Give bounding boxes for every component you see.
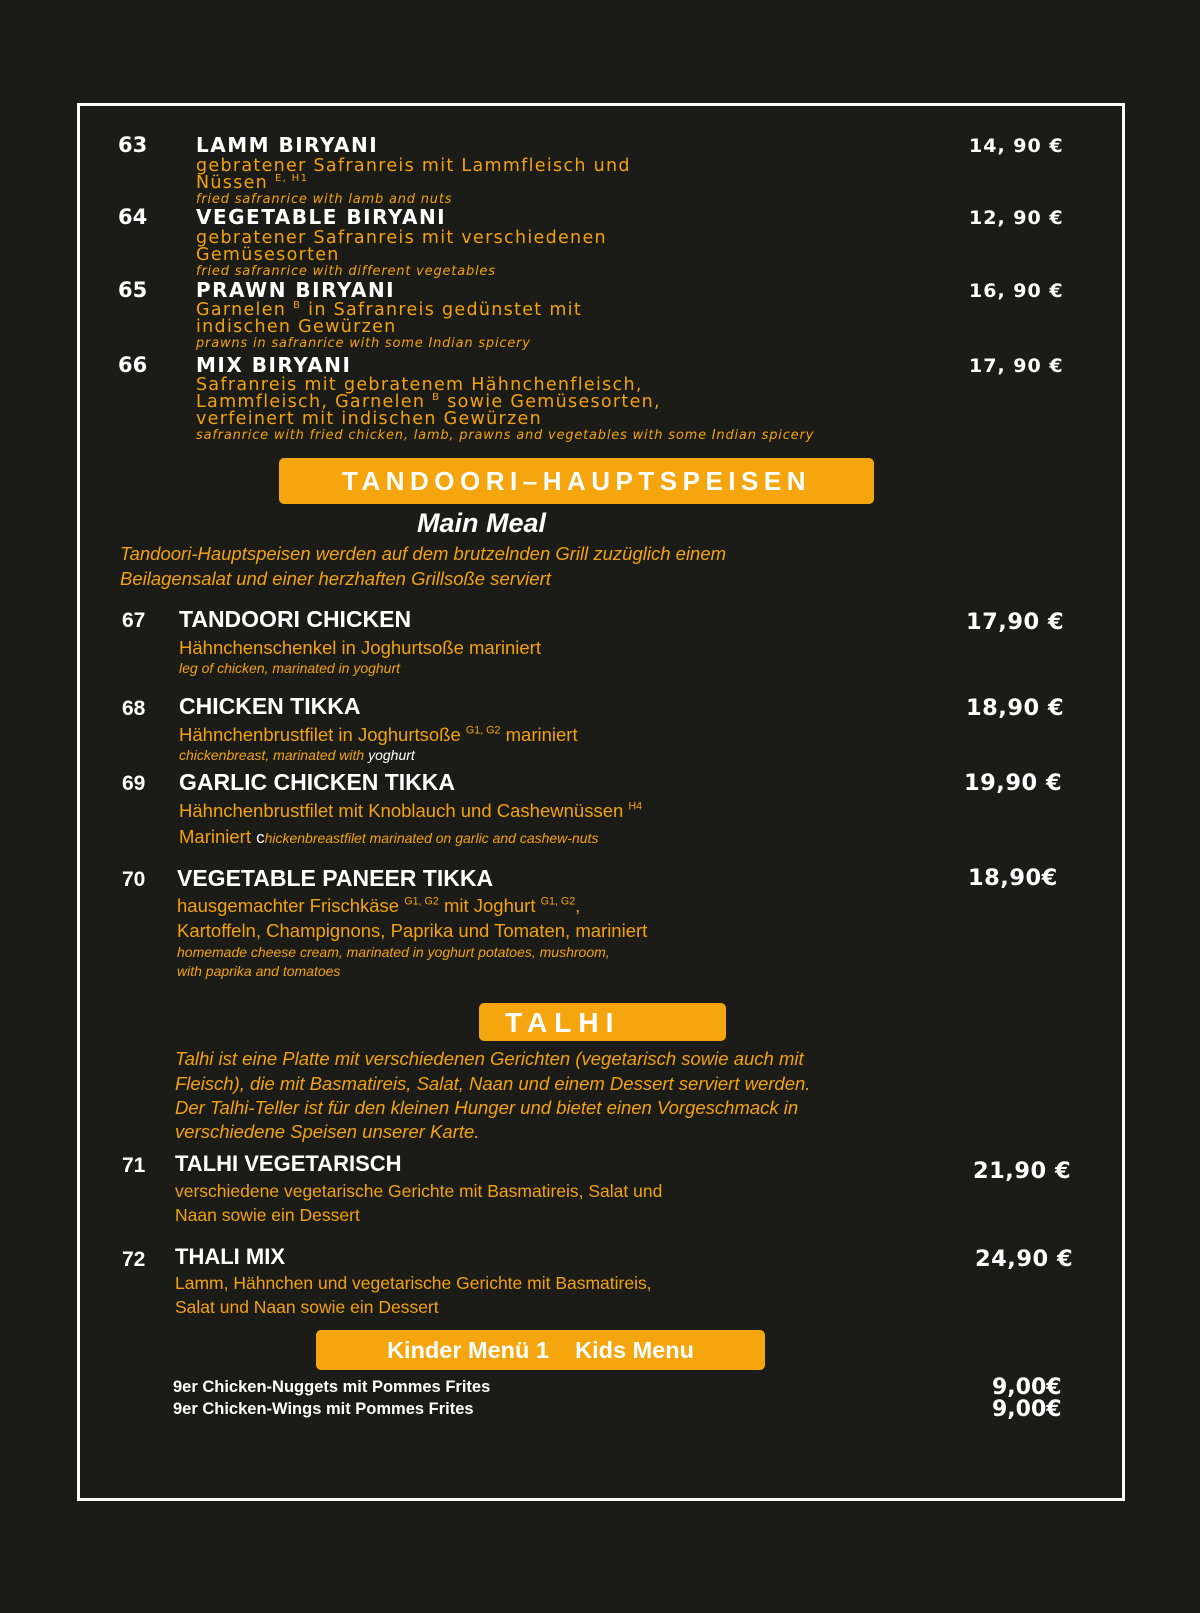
item-description-en: homemade cheese cream, marinated in yoghurt potatoes, mushroom, bbox=[177, 944, 610, 960]
item-title: TALHI VEGETARISCH bbox=[175, 1151, 402, 1176]
item-price: 14, 90 € bbox=[969, 135, 1064, 157]
item-title: MIX BIRYANI bbox=[196, 353, 352, 377]
section-intro: Fleisch), die mit Basmatireis, Salat, Naan und einem Dessert serviert werden. bbox=[175, 1073, 811, 1094]
kids-item-price: 9,00€ bbox=[992, 1375, 1062, 1400]
item-description-de: gebratener Safranreis mit verschiedenen bbox=[196, 228, 607, 248]
item-description-en: safranrice with fried chicken, lamb, prawns and vegetables with some Indian spicery bbox=[196, 428, 815, 443]
item-number: 66 bbox=[118, 353, 148, 377]
item-description-de: hausgemachter Frischkäse $^{G1, G2}$ mit Joghurt $^{G1, G2}$, bbox=[177, 895, 581, 916]
item-price: 21,90 € bbox=[973, 1158, 1072, 1184]
item-description-en: chickenbreast, marinated with yoghurt bbox=[179, 747, 415, 763]
item-description-de: Garnelen $^B$ in Safranreis gedünstet mit bbox=[196, 299, 583, 320]
item-price: 19,90 € bbox=[964, 770, 1063, 796]
item-title: VEGETABLE PANEER TIKKA bbox=[177, 865, 494, 891]
item-description-de: Salat und Naan sowie ein Dessert bbox=[175, 1297, 439, 1317]
section-banner-talhi: TALHI bbox=[479, 1003, 726, 1041]
item-number: 65 bbox=[118, 278, 148, 302]
item-price: 18,90 € bbox=[966, 695, 1065, 721]
item-description-de: verfeinert mit indischen Gewürzen bbox=[196, 409, 542, 429]
item-number: 71 bbox=[122, 1154, 146, 1177]
item-description-en: leg of chicken, marinated in yoghurt bbox=[179, 660, 401, 676]
item-description-en: fried safranrice with lamb and nuts bbox=[196, 192, 453, 207]
section-intro: Talhi ist eine Platte mit verschiedenen Gerichten (vegetarisch sowie auch mit bbox=[175, 1048, 804, 1069]
kids-item-label: 9er Chicken-Nuggets mit Pommes Frites bbox=[173, 1378, 491, 1396]
item-number: 68 bbox=[122, 697, 146, 720]
item-description-en: with paprika and tomatoes bbox=[177, 963, 341, 979]
item-description-de: Kartoffeln, Champignons, Paprika und Tomaten, mariniert bbox=[177, 920, 648, 941]
section-banner-tandoori: TANDOORI–HAUPTSPEISEN bbox=[279, 458, 874, 504]
kids-item-price: 9,00€ bbox=[992, 1397, 1062, 1422]
item-title: CHICKEN TIKKA bbox=[179, 693, 361, 719]
item-number: 69 bbox=[122, 772, 146, 795]
item-title: TANDOORI CHICKEN bbox=[179, 606, 412, 632]
item-price: 24,90 € bbox=[975, 1246, 1074, 1272]
item-price: 17, 90 € bbox=[969, 355, 1064, 377]
item-price: 16, 90 € bbox=[969, 280, 1064, 302]
item-description-de: Safranreis mit gebratenem Hähnchenfleisch, bbox=[196, 375, 643, 395]
item-number: 70 bbox=[122, 868, 146, 891]
section-intro: Tandoori-Hauptspeisen werden auf dem brutzelnden Grill zuzüglich einem bbox=[120, 543, 727, 564]
item-description-de: Nüssen $^{E, H1}$ bbox=[196, 172, 309, 193]
item-description-de: Naan sowie ein Dessert bbox=[175, 1205, 360, 1225]
item-description-de: Gemüsesorten bbox=[196, 245, 340, 265]
item-title: THALI MIX bbox=[175, 1244, 285, 1269]
section-subtitle: Main Meal bbox=[417, 508, 547, 538]
item-title: LAMM BIRYANI bbox=[196, 133, 379, 157]
section-intro: verschiedene Speisen unserer Karte. bbox=[175, 1121, 480, 1142]
section-intro: Der Talhi-Teller ist für den kleinen Hunger und bietet einen Vorgeschmack in bbox=[175, 1097, 799, 1118]
item-description-de: Lamm, Hähnchen und vegetarische Gerichte mit Basmatireis, bbox=[175, 1273, 652, 1293]
item-price: 12, 90 € bbox=[969, 207, 1064, 229]
item-description-de: Hähnchenschenkel in Joghurtsoße mariniert bbox=[179, 637, 541, 658]
item-description-en: prawns in safranrice with some Indian spicery bbox=[196, 336, 531, 351]
item-description-de: Hähnchenbrustfilet in Joghurtsoße $^{G1, G2}$ mariniert bbox=[179, 724, 578, 745]
kids-item-label: 9er Chicken-Wings mit Pommes Frites bbox=[173, 1400, 474, 1418]
item-description-en: Mariniert chickenbreastfilet marinated on garlic and cashew-nuts bbox=[179, 826, 599, 847]
item-number: 67 bbox=[122, 609, 146, 632]
item-title: VEGETABLE BIRYANI bbox=[196, 205, 447, 229]
item-description-de: verschiedene vegetarische Gerichte mit Basmatireis, Salat und bbox=[175, 1181, 663, 1201]
item-number: 64 bbox=[118, 205, 148, 229]
item-title: GARLIC CHICKEN TIKKA bbox=[179, 769, 455, 795]
section-intro: Beilagensalat und einer herzhaften Grillsoße serviert bbox=[120, 568, 551, 589]
item-description-en: fried safranrice with different vegetables bbox=[196, 264, 496, 279]
item-price: 17,90 € bbox=[966, 609, 1065, 635]
item-number: 72 bbox=[122, 1248, 146, 1271]
item-title: PRAWN BIRYANI bbox=[196, 278, 396, 302]
item-number: 63 bbox=[118, 133, 148, 157]
section-banner-kids: Kinder Menü 1 Kids Menu bbox=[316, 1330, 765, 1370]
item-description-de: indischen Gewürzen bbox=[196, 317, 397, 337]
item-price: 18,90€ bbox=[968, 865, 1058, 891]
item-description-de: Lammfleisch, Garnelen $^B$ sowie Gemüsesorten, bbox=[196, 391, 661, 412]
item-description-de: Hähnchenbrustfilet mit Knoblauch und Cashewnüssen $^{H4}$ bbox=[179, 800, 643, 821]
item-description-de: gebratener Safranreis mit Lammfleisch und bbox=[196, 156, 631, 176]
